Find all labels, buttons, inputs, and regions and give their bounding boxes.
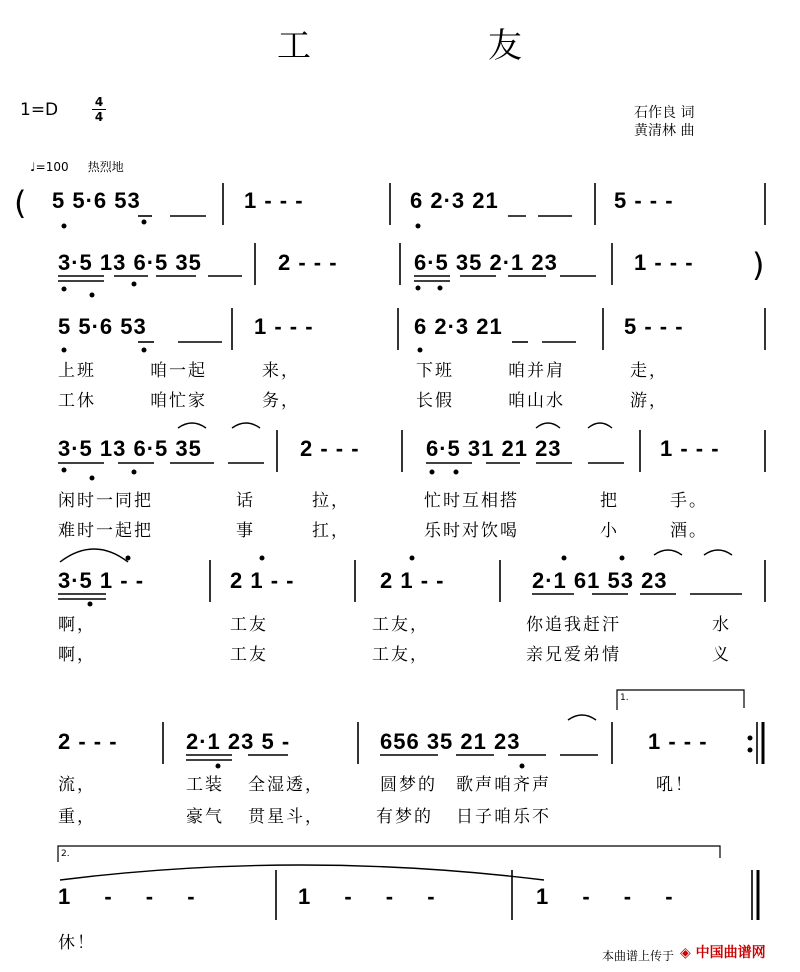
s5-measure-4: 2·1 61 53 23 <box>532 568 668 593</box>
s3-lyric2-c: 务， <box>262 391 300 411</box>
s6-lyric1-a: 流， <box>58 775 96 795</box>
s5-measure-1: 3·5 1 - - <box>58 568 145 593</box>
s5-lyric1-a: 啊， <box>58 615 96 635</box>
s4-lyric2-e: 小 <box>600 521 619 541</box>
s5-lyric1-d: 你追我赶汗 <box>526 615 621 635</box>
s6-measure-1: 2 - - - <box>58 729 118 754</box>
s3-measure-2: 1 - - - <box>254 314 314 339</box>
s3-lyric1-d: 下班 <box>416 361 454 381</box>
s3-lyric1-a: 上班 <box>58 361 96 381</box>
s6-lyric2-a: 重， <box>58 807 96 827</box>
s2-measure-2: 2 - - - <box>278 250 338 275</box>
s2-measure-3: 6·5 35 2·1 23 <box>414 250 558 275</box>
s7-measure-1: 1 - - - <box>58 884 209 909</box>
s1-measure-1: 5 5·6 53 <box>52 188 141 213</box>
s6-lyric1-f: 吼！ <box>656 775 694 795</box>
s2-measure-1: 3·5 13 6·5 35 <box>58 250 202 275</box>
logo-text: 中国曲谱网 <box>695 945 766 961</box>
s3-lyric1-f: 走， <box>630 361 668 381</box>
meter-top: 4 <box>94 95 104 109</box>
s6-lyric1-d: 圆梦的 <box>380 775 437 795</box>
s6-measure-2: 2·1 23 5 - <box>186 729 291 754</box>
s5-measure-3: 2 1 - - <box>380 568 445 593</box>
page-title-char-1: 工 <box>277 26 311 66</box>
s3-lyric2-f: 游， <box>630 391 668 411</box>
s2-measure-4: 1 - - - <box>634 250 694 275</box>
logo-icon: ◈ <box>680 945 691 961</box>
s4-measure-3: 6·5 31 21 23 <box>426 436 562 461</box>
s5-lyric2-c: 工友， <box>372 645 429 665</box>
s3-lyric2-e: 咱山水 <box>508 391 565 411</box>
s4-lyric2-a: 难时一起把 <box>58 521 153 541</box>
tempo-mark: ♩=100 <box>30 160 69 174</box>
s4-lyric2-f: 酒。 <box>670 521 708 541</box>
s4-measure-1: 3·5 13 6·5 35 <box>58 436 202 461</box>
s4-measure-4: 1 - - - <box>660 436 720 461</box>
lyricist: 石作良 词 <box>634 105 695 121</box>
s1-measure-3: 6 2·3 21 <box>410 188 499 213</box>
s5-lyric2-e: 义 <box>712 645 731 665</box>
s4-lyric1-c: 拉， <box>312 491 350 511</box>
s3-measure-1: 5 5·6 53 <box>58 314 147 339</box>
footer-text: 本曲谱上传于 <box>602 949 675 963</box>
s6-lyric1-c: 全湿透， <box>248 775 324 795</box>
s5-lyric1-e: 水 <box>712 615 731 635</box>
s4-lyric2-b: 事 <box>236 521 255 541</box>
s4-lyric1-a: 闲时一同把 <box>58 491 153 511</box>
intro-close-paren: ) <box>752 246 765 284</box>
s6-lyric1-e: 歌声咱齐声 <box>456 775 551 795</box>
site-logo[interactable] <box>680 942 766 962</box>
s6-lyric2-b: 豪气 <box>186 807 224 827</box>
s7-measure-2: 1 - - - <box>298 884 449 909</box>
s3-lyric1-e: 咱并肩 <box>508 361 565 381</box>
s6-lyric1-b: 工装 <box>186 775 224 795</box>
s6-lyric2-c: 贯星斗， <box>248 807 324 827</box>
first-ending-label: 1. <box>620 693 629 703</box>
s5-lyric1-b: 工友 <box>230 615 268 635</box>
s6-lyric2-e: 日子咱乐不 <box>456 807 551 827</box>
s4-lyric1-f: 手。 <box>670 491 708 511</box>
s1-measure-2: 1 - - - <box>244 188 304 213</box>
meter-bottom: 4 <box>94 110 104 124</box>
s6-measure-4: 1 - - - <box>648 729 708 754</box>
s1-measure-4: 5 - - - <box>614 188 674 213</box>
s5-lyric2-a: 啊， <box>58 645 96 665</box>
s5-lyric2-d: 亲兄爱弟情 <box>526 645 621 665</box>
s6-lyric2-d: 有梦的 <box>376 807 433 827</box>
s4-lyric1-d: 忙时互相搭 <box>424 491 519 511</box>
s3-lyric2-b: 咱忙家 <box>150 391 207 411</box>
s3-lyric1-c: 来， <box>262 361 300 381</box>
expression-mark: 热烈地 <box>87 160 124 174</box>
s4-lyric2-c: 扛， <box>312 521 350 541</box>
key-signature: 1=D <box>20 100 59 120</box>
s7-lyric1-a: 休！ <box>58 933 96 953</box>
s4-lyric2-d: 乐时对饮喝 <box>424 521 519 541</box>
s4-measure-2: 2 - - - <box>300 436 360 461</box>
s3-lyric1-b: 咱一起 <box>150 361 207 381</box>
s3-measure-3: 6 2·3 21 <box>414 314 503 339</box>
s4-lyric1-b: 话 <box>236 491 255 511</box>
composer: 黄清林 曲 <box>634 123 695 139</box>
page-title-char-2: 友 <box>488 26 522 66</box>
s7-measure-3: 1 - - - <box>536 884 687 909</box>
s3-lyric2-a: 工休 <box>58 391 96 411</box>
second-ending-label: 2. <box>61 849 70 859</box>
s5-lyric1-c: 工友， <box>372 615 429 635</box>
s3-measure-4: 5 - - - <box>624 314 684 339</box>
s6-measure-3: 656 35 21 23 <box>380 729 521 754</box>
s3-lyric2-d: 长假 <box>416 391 454 411</box>
intro-open-paren: ( <box>14 184 27 222</box>
s5-measure-2: 2 1 - - <box>230 568 295 593</box>
s4-lyric1-e: 把 <box>600 491 619 511</box>
s5-lyric2-b: 工友 <box>230 645 268 665</box>
